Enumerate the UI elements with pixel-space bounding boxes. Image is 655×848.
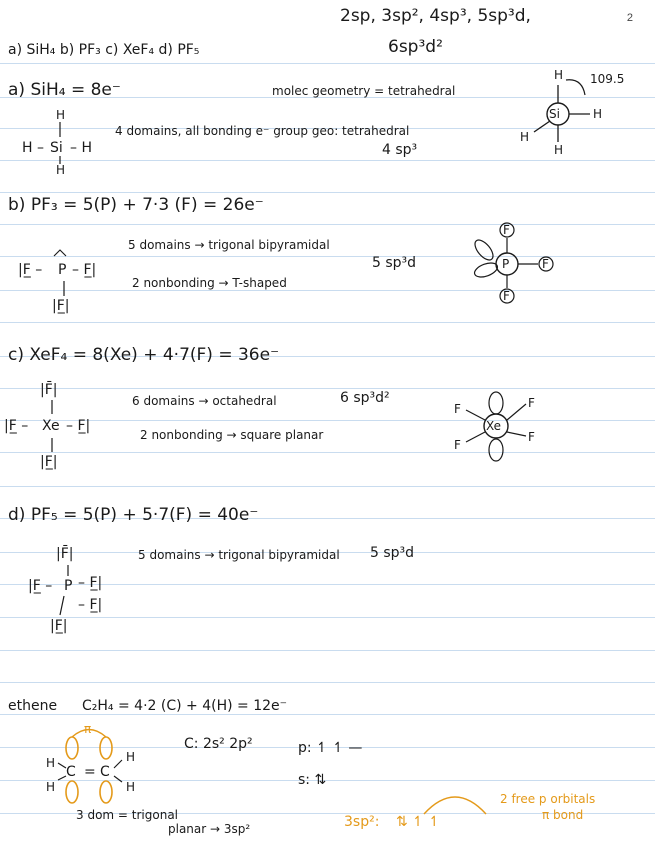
lewis-h-top: H <box>56 108 66 122</box>
lewis-xe-center: Xe <box>42 418 60 434</box>
header-hybrids: 2sp, 3sp², 4sp³, 5sp³d, <box>340 6 531 26</box>
model-f-lower-right: F <box>528 430 535 444</box>
lewis-p-center: P <box>58 262 67 278</box>
lewis-f-right: – F̲| <box>66 418 91 434</box>
lewis-h-right: – H <box>70 140 92 156</box>
model-bond-angle: 109.5 <box>590 72 625 86</box>
page-number: 2 <box>626 12 633 24</box>
ethene-double-bond: = <box>84 764 96 780</box>
section-c-nonbonding: 2 nonbonding → square planar <box>140 428 324 442</box>
model-f-upper-right: F <box>528 396 535 410</box>
lewis-f-left: |F̲ – <box>28 578 53 594</box>
lewis-f-right-1: – F̲| <box>78 575 103 591</box>
section-a-hybrid: 4 sp³ <box>382 142 418 158</box>
ethene-h-upper-right: H <box>126 750 136 764</box>
header-hybrids-6: 6sp³d² <box>388 37 443 57</box>
lewis-f-right-2: – F̲| <box>78 597 103 613</box>
model-xe-label: Xe <box>486 419 502 433</box>
lewis-f-top: |F̄| <box>40 382 58 398</box>
lewis-f-top: |F̄| <box>56 546 74 562</box>
lewis-f-bottom: |F̲| <box>52 298 70 314</box>
model-p-label: P <box>502 257 510 271</box>
model-h-left: H <box>520 130 530 144</box>
section-d-domains: 5 domains → trigonal bipyramidal <box>138 548 340 562</box>
section-a-molec-geometry: molec geometry = tetrahedral <box>272 84 456 98</box>
domain-note: 3 dom = trigonal <box>76 808 179 822</box>
section-a-heading: a) SiH₄ = 8e⁻ <box>8 80 121 100</box>
section-b-domains: 5 domains → trigonal bipyramidal <box>128 238 330 252</box>
ethene-formula: C₂H₄ = 4·2 (C) + 4(H) = 12e⁻ <box>82 698 288 714</box>
ethene-carbon-right: C <box>100 764 110 780</box>
ethene-h-lower-right: H <box>126 780 136 794</box>
model-h-right: H <box>593 107 603 121</box>
lewis-p-center: P <box>64 578 73 594</box>
section-c-hybrid: 6 sp³d² <box>340 390 390 406</box>
carbon-config: C: 2s² 2p² <box>184 736 253 752</box>
model-f-upper-left: F <box>454 402 461 416</box>
section-b-nonbonding: 2 nonbonding → T-shaped <box>132 276 287 290</box>
free-p-note: 2 free p orbitals <box>500 792 596 806</box>
section-a-domains: 4 domains, all bonding e⁻ group geo: tetrahedral <box>115 124 410 138</box>
lewis-f-bottom: |F̲| <box>50 618 68 634</box>
problem-list: a) SiH₄ b) PF₃ c) XeF₄ d) PF₅ <box>8 42 200 58</box>
lewis-h-left: H – <box>22 140 44 156</box>
ethene-carbon-left: C <box>66 764 76 780</box>
model-f-top: F <box>503 223 510 237</box>
lewis-f-left: |F̲ – <box>18 262 43 278</box>
section-d-hybrid: 5 sp³d <box>370 545 415 561</box>
pi-bond-note: π bond <box>542 808 584 822</box>
pi-label: π <box>84 722 92 736</box>
ethene-h-lower-left: H <box>46 780 56 794</box>
lewis-f-left: |F̲ – <box>4 418 29 434</box>
section-d-heading: d) PF₅ = 5(P) + 5·7(F) = 40e⁻ <box>8 505 259 525</box>
model-f-bottom: F <box>503 289 510 303</box>
model-f-right: F <box>542 257 549 271</box>
section-b-heading: b) PF₃ = 5(P) + 7·3 (F) = 26e⁻ <box>8 195 264 215</box>
ethene-label: ethene <box>8 698 58 714</box>
section-c-heading: c) XeF₄ = 8(Xe) + 4·7(F) = 36e⁻ <box>8 345 280 365</box>
lewis-f-bottom: |F̲| <box>40 454 58 470</box>
model-h-bottom: H <box>554 143 564 157</box>
model-si-label: Si <box>549 107 560 121</box>
model-f-lower-left: F <box>454 438 461 452</box>
p-orbitals: p: ↿ ↿ — <box>298 740 363 756</box>
lewis-h-bottom: H <box>56 163 66 177</box>
lewis-f-right: – F̲| <box>72 262 97 278</box>
sp2-label: 3sp²: <box>344 814 380 830</box>
ethene-h-upper-left: H <box>46 756 56 770</box>
section-c-domains: 6 domains → octahedral <box>132 394 277 408</box>
s-orbital: s: ⇅ <box>298 772 327 788</box>
section-b-hybrid: 5 sp³d <box>372 255 417 271</box>
model-h-top: H <box>554 68 564 82</box>
planar-note: planar → 3sp² <box>168 822 251 836</box>
lewis-si-center: Si <box>50 140 63 156</box>
sp2-boxes: ⇅ ↿ ↿ <box>396 814 441 830</box>
